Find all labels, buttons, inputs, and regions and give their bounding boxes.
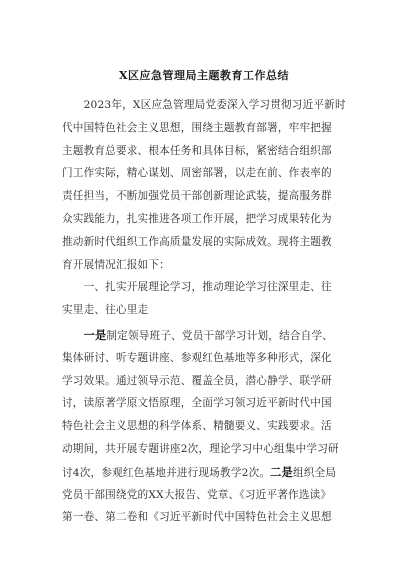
body-line: 学习效果。通过领导示范、覆盖全员，潜心静学、联学研 bbox=[62, 374, 332, 387]
body-line bbox=[62, 461, 362, 484]
document-body bbox=[62, 94, 362, 529]
body-line: 代中国特色社会主义思想，围绕主题教育部署，牢牢把握 bbox=[62, 121, 332, 134]
document-title: X区应急管理局主题教育工作总结 bbox=[118, 69, 290, 82]
point-one-label: 一是 bbox=[83, 327, 107, 342]
body-line: 讨，读原著学原文悟原理，全面学习领习近平新时代中国 bbox=[62, 397, 332, 410]
body-line: 特色社会主义思想的科学体系、精髓要义、实践要求。活 bbox=[62, 420, 332, 433]
body-line: 2023年，X区应急管理局党委深入学习贯彻习近平新时 bbox=[62, 99, 346, 111]
section-heading-line: 实里走、往心里走 bbox=[62, 304, 149, 317]
body-line: 众实践能力，扎实推进各项工作开展，把学习成果转化为 bbox=[62, 212, 332, 225]
body-line bbox=[62, 324, 362, 347]
body-text: 组织全局 bbox=[292, 466, 337, 479]
body-line: 第一卷、第二卷和《习近平新时代中国特色社会主义思想 bbox=[62, 511, 332, 524]
section-heading-line: 一、扎实开展理论学习，推动理论学习往深里走、往 bbox=[62, 281, 332, 294]
body-line: 责任担当，不断加强党员干部创新理论武装，提高服务群 bbox=[62, 190, 332, 203]
body-text: 制定领导班子、党员干部学习计划，结合自学、 bbox=[106, 329, 334, 342]
body-line: 门工作实际，精心谋划、周密部署，以走在前、作表率的 bbox=[62, 167, 332, 180]
body-line: 育开展情况汇报如下： bbox=[62, 258, 170, 271]
body-line: 集体研讨、听专题讲座、参观红色基地等多种形式，深化 bbox=[62, 351, 332, 364]
body-line: 推动新时代组织工作高质量发展的实际成效。现将主题教 bbox=[62, 235, 332, 248]
body-line: 动期间，共开展专题讲座2次，理论学习中心组集中学习研 bbox=[62, 442, 339, 455]
body-line: 主题教育总要求、根本任务和具体目标，紧密结合组织部 bbox=[62, 144, 332, 157]
body-text: 讨4次，参观红色基地并进行现场教学2次。 bbox=[62, 466, 271, 479]
body-line: 党员干部围绕党的XX大报告、党章、《习近平著作选读》 bbox=[62, 488, 332, 501]
point-two-label: 二是 bbox=[270, 464, 293, 479]
